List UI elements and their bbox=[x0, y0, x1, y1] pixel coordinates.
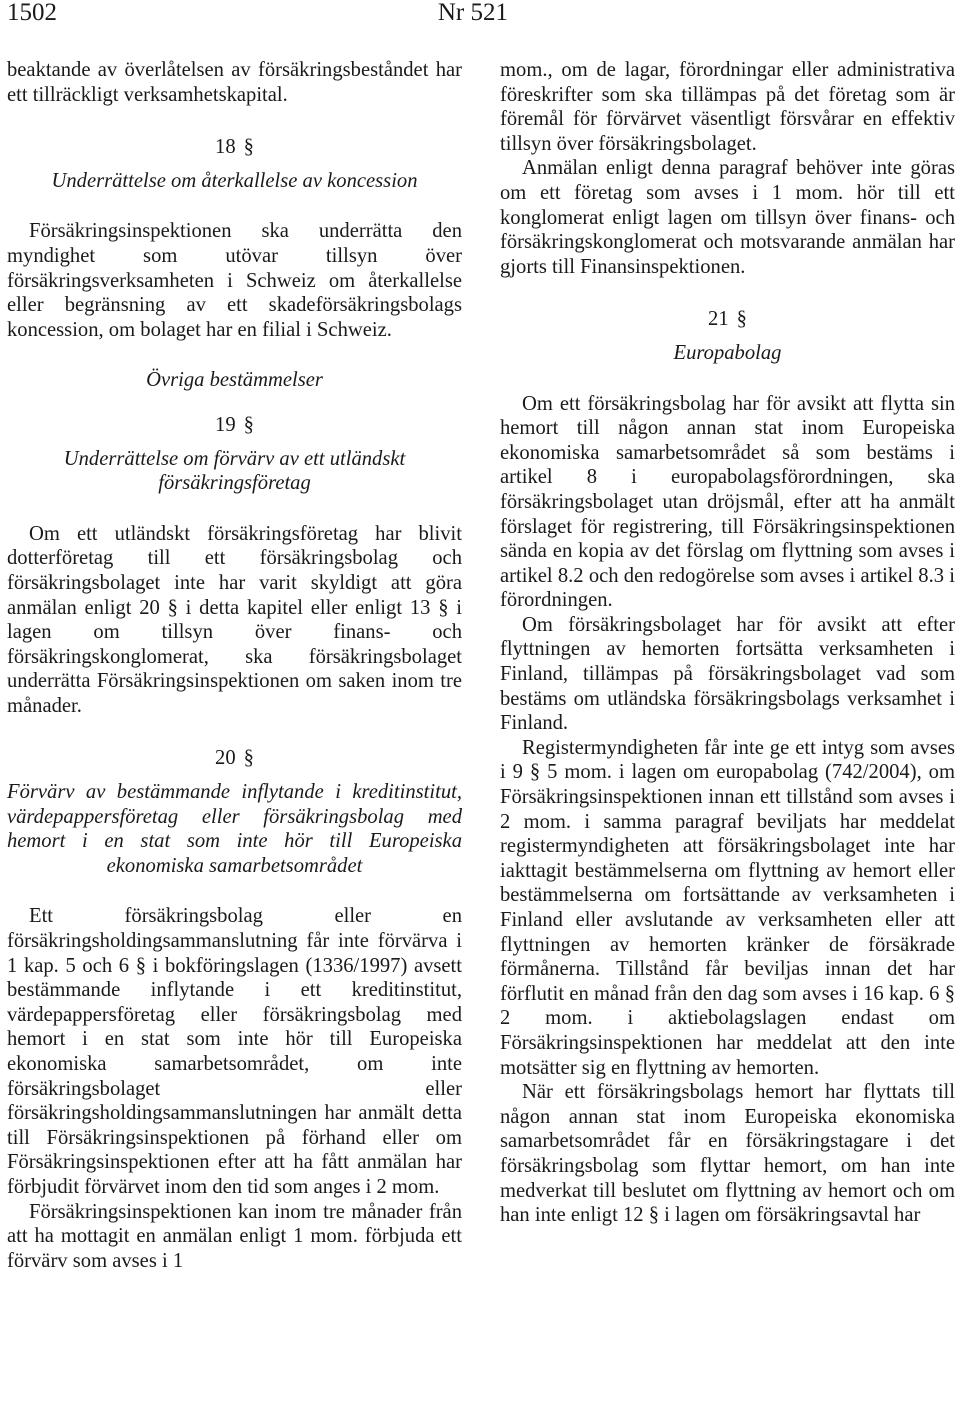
page-number: 1502 bbox=[7, 0, 57, 26]
section-21-heading bbox=[500, 307, 955, 332]
section-20-heading bbox=[7, 746, 462, 771]
section-21-title: Europabolag bbox=[673, 341, 782, 364]
section-20-title: Förvärv av bestämmande inflytande i kreditinstitut, värdepappersföretag eller försäkringsbolag med hemort i en stat som inte hör till Europeiska ekonomiska samarbetsområdet bbox=[7, 781, 462, 877]
section-number: 19 bbox=[215, 413, 236, 436]
paragraph: Försäkringsinspektionen kan inom tre månader från att ha mottagit en anmälan enligt 1 mom. förbjuda ett förvärv som avses i 1 bbox=[7, 1200, 462, 1272]
section-18-heading bbox=[7, 135, 462, 160]
paragraph: Om ett utländskt försäkringsföretag har blivit dotterföretag till ett försäkringsbolag och försäkringsbolaget inte har varit skyldigt att göra anmälan enligt 20 § i detta kapitel eller enligt 13 § i lagen om tillsyn över finans- och försäkringskonglomerat, ska försäkringsbolaget underrätta Försäkringsinspektionen om saken inom tre månader. bbox=[7, 522, 462, 717]
section-19-title: Underrättelse om förvärv av ett utländskt försäkringsföretag bbox=[63, 447, 406, 495]
section-sign: § bbox=[736, 308, 747, 331]
paragraph: Registermyndigheten får inte ge ett intyg som avses i 9 § 5 mom. i lagen om europabolag (742/2004), om Försäkringsinspektionen innan ett tillstånd som avses i 2 mom. i samma paragraf beviljats har meddelat registermyndigheten att försäkringsbolaget inte har iakttagit bestämmelserna om flyttning av hemort eller bestämmelserna om fortsättande av verksamheten i Finland eller avslutande av verksamheten eller att flyttningen av hemorten kränker de försäkrade förmånerna. Tillstånd får beviljas innan det har förflutit en månad från den dag som avses i 16 kap. 6 § 2 mom. i aktiebolagslagen endast om Försäkringsinspektionen har meddelat att den inte motsätter sig en flyttning av hemorten. bbox=[500, 736, 955, 1079]
section-sign: § bbox=[243, 413, 254, 436]
paragraph: mom., om de lagar, förordningar eller administrativa föreskrifter som ska tillämpas på det företag som är föremål för förvärvet väsentligt försvårar en effektiv tillsyn över försäkringsbolaget. bbox=[500, 59, 955, 155]
section-sign: § bbox=[243, 136, 254, 159]
section-18-title: Underrättelse om återkallelse av koncession bbox=[51, 169, 418, 192]
section-19-heading bbox=[7, 413, 462, 438]
right-column bbox=[500, 58, 955, 1228]
section-sign: § bbox=[243, 747, 254, 770]
left-column bbox=[7, 58, 462, 1273]
paragraph: Försäkringsinspektionen ska underrätta den myndighet som utövar tillsyn över försäkringsverksamheten i Schweiz om återkallelse eller begränsning av ett skadeförsäkringsbolags koncession, om bolaget har en filial i Schweiz. bbox=[7, 220, 462, 341]
section-number: 18 bbox=[215, 136, 236, 159]
page-header bbox=[0, 0, 960, 34]
paragraph: Ett försäkringsbolag eller en försäkringsholdingsammanslutning får inte förvärva i 1 kap. 5 och 6 § i bokföringslagen (1336/1997) avsett bestämmande inflytande i ett kreditinstitut, värdepappersföretag eller försäkringsbolag med hemort i en stat som inte hör till Europeiska ekonomiska samarbetsområdet, om inte försäkringsbolaget eller försäkringsholdingsammanslutningen har anmält detta till Försäkringsinspektionen på förhand eller om Försäkringsinspektionen efter att ha fått anmälan har förbjudit förvärvet inom den tid som anges i 2 mom. bbox=[7, 905, 462, 1198]
paragraph: Om försäkringsbolaget har för avsikt att efter flyttningen av hemorten fortsätta verksamheten i Finland, tillämpas på försäkringsbolaget vad som bestäms om utländska försäkringsbolags verksamhet i Finland. bbox=[500, 613, 955, 735]
paragraph: beaktande av överlåtelsen av försäkringsbeståndet har ett tillräckligt verksamhetskapital. bbox=[7, 59, 462, 106]
paragraph: När ett försäkringsbolags hemort har flyttats till någon annan stat inom Europeiska ekonomiska samarbetsområdet får en försäkringstagare i det försäkringsbolag som flyttar hemort, om han inte medverkat till beslutet om flyttning av hemort och om han inte enligt 12 § i lagen om försäkringsavtal har bbox=[500, 1081, 955, 1227]
paragraph: Anmälan enligt denna paragraf behöver inte göras om ett företag som avses i 1 mom. hör till ett konglomerat enligt lagen om tillsyn över finans- och försäkringskonglomerat och motsvarande anmälan har gjorts till Finansinspektionen. bbox=[500, 157, 955, 278]
paragraph: Om ett försäkringsbolag har för avsikt att flytta sin hemort till någon annan stat inom Europeiska ekonomiska samarbetsområdet så som bestäms i artikel 8 i europabolagsförordningen, ska försäkringsbolaget utan dröjsmål, efter att ha anmält förslaget för registrering, till Försäkringsinspektionen sända en kopia av det förslag om flyttning som avses i artikel 8.2 och den redogörelse som avses i artikel 8.3 i förordningen. bbox=[500, 392, 955, 612]
issue-number: Nr 521 bbox=[437, 0, 508, 26]
section-number: 21 bbox=[708, 308, 729, 331]
section-number: 20 bbox=[215, 747, 236, 770]
chapter-subheading: Övriga bestämmelser bbox=[146, 369, 323, 392]
